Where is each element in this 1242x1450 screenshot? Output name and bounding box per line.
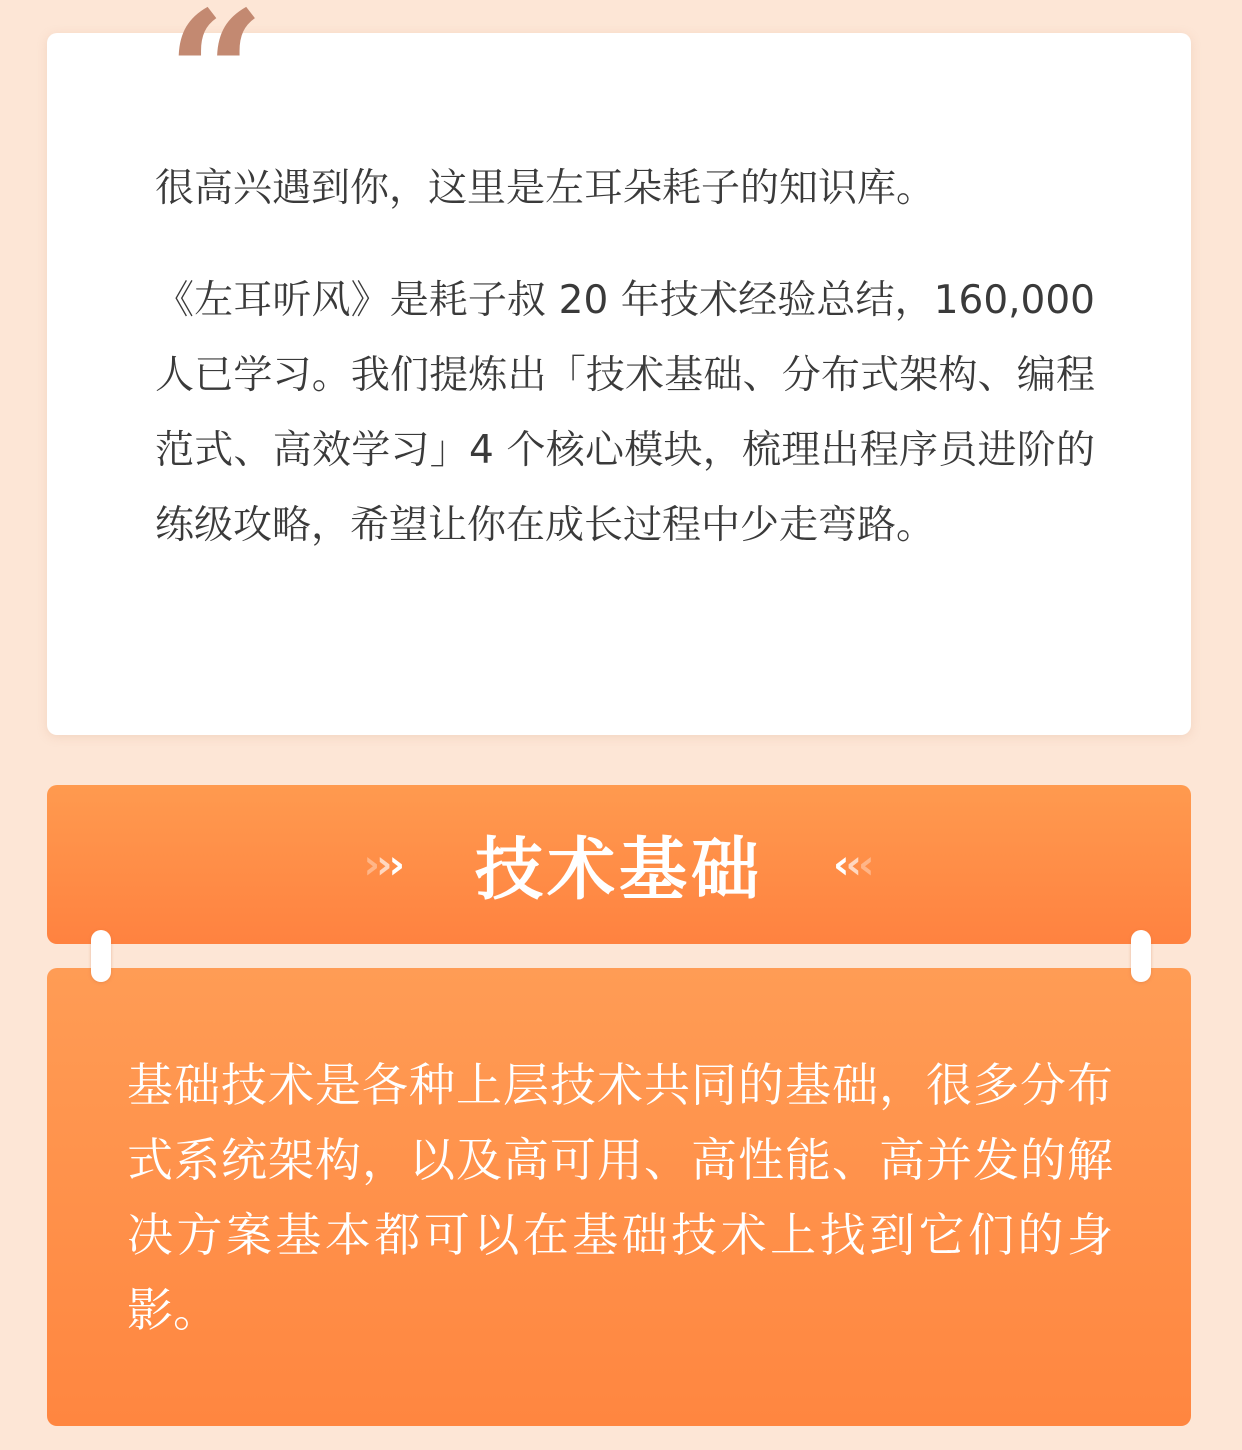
chevron-right-icon: › [388,841,405,888]
chevron-right-icon: › [363,841,381,888]
intro-summary: 《左耳听风》是耗子叔 20 年技术经验总结，160,000 人已学习。我们提炼出「技术基础、分布式架构、编程范式、高效学习」4 个核心模块，梳理出程序员进阶的练级攻略，希望让你在成长过程中少走弯路。 [155,278,1095,548]
intro-greeting: 很高兴遇到你，这里是左耳朵耗子的知识库。 [155,166,936,211]
section-description: 基础技术是各种上层技术共同的基础，很多分布式系统架构，以及高可用、高性能、高并发的解决方案基本都可以在基础技术上找到它们的身影。 [127,1058,1113,1337]
chevron-right-icon: › [376,841,393,888]
section-description-card [47,968,1191,1426]
chevron-left-icon: ‹ [845,841,862,888]
section-title: 技术基础 [474,831,763,910]
quote-mark-icon: “ [167,0,259,174]
chevron-left-icon: ‹ [833,841,850,888]
connector-right [1131,930,1151,982]
connector-left [91,930,111,982]
chevron-right-decoration-icon [363,841,405,888]
chevron-left-icon: ‹ [857,841,875,888]
intro-text [155,159,1095,563]
chevron-left-decoration-icon [833,841,875,888]
intro-card [47,0,1191,735]
section-header [47,785,1191,944]
